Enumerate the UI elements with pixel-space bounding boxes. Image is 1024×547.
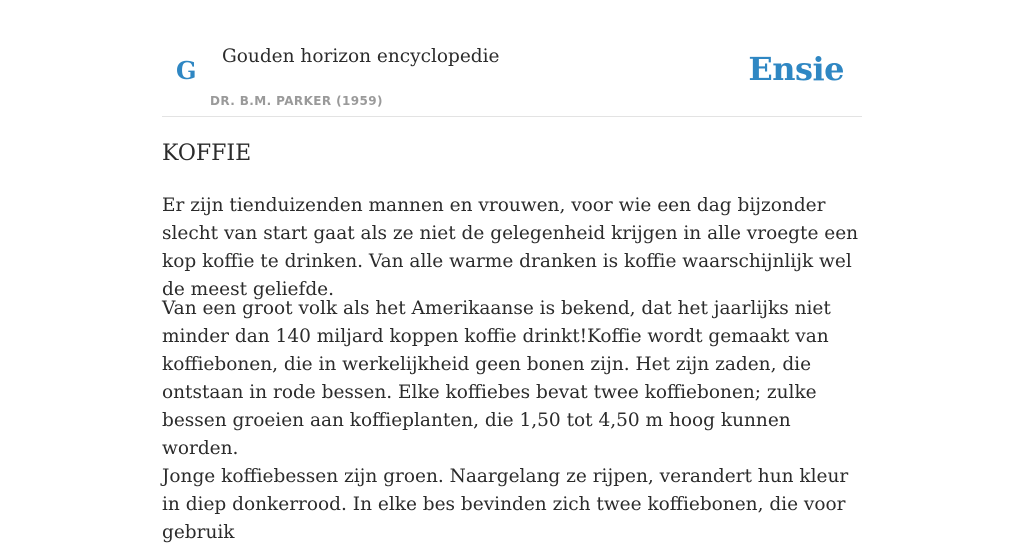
paragraph: Van een groot volk als het Amerikaanse is bekend, dat het jaarlijks niet minder dan 140 miljard koppen koffie drinkt!Koffie wordt gemaakt van koffiebonen, die in werkelijkheid geen bonen zijn. Het zijn zaden, die ontstaan in rode bessen. Elke koffiebes bevat twee koffiebonen; zulke bessen groeien aan koffieplanten, die 1,50 tot 4,50 m hoog kunnen worden. [162,298,831,459]
article-page [162,0,862,543]
brand-logo[interactable]: Ensie [748,50,844,88]
book-logo-icon[interactable]: G [176,56,197,85]
paragraph: Er zijn tienduizenden mannen en vrouwen, voor wie een dag bijzonder slecht van start gaat als ze niet de gelegenheid krijgen in alle vroegte een kop koffie te drinken. Van alle warme dranken is koffie waarschijnlijk wel de meest geliefde. [162,195,859,300]
paragraph: Jonge koffiebessen zijn groen. Naargelang ze rijpen, verandert hun kleur in diep donkerrood. In elke bes bevinden zich twee koffiebonen, die voor gebruik [162,466,849,543]
entry-title: KOFFIE [162,141,252,166]
article-header [162,0,862,117]
author-label: DR. B.M. PARKER (1959) [210,94,383,108]
book-title-link[interactable]: Gouden horizon encyclopedie [222,46,500,67]
